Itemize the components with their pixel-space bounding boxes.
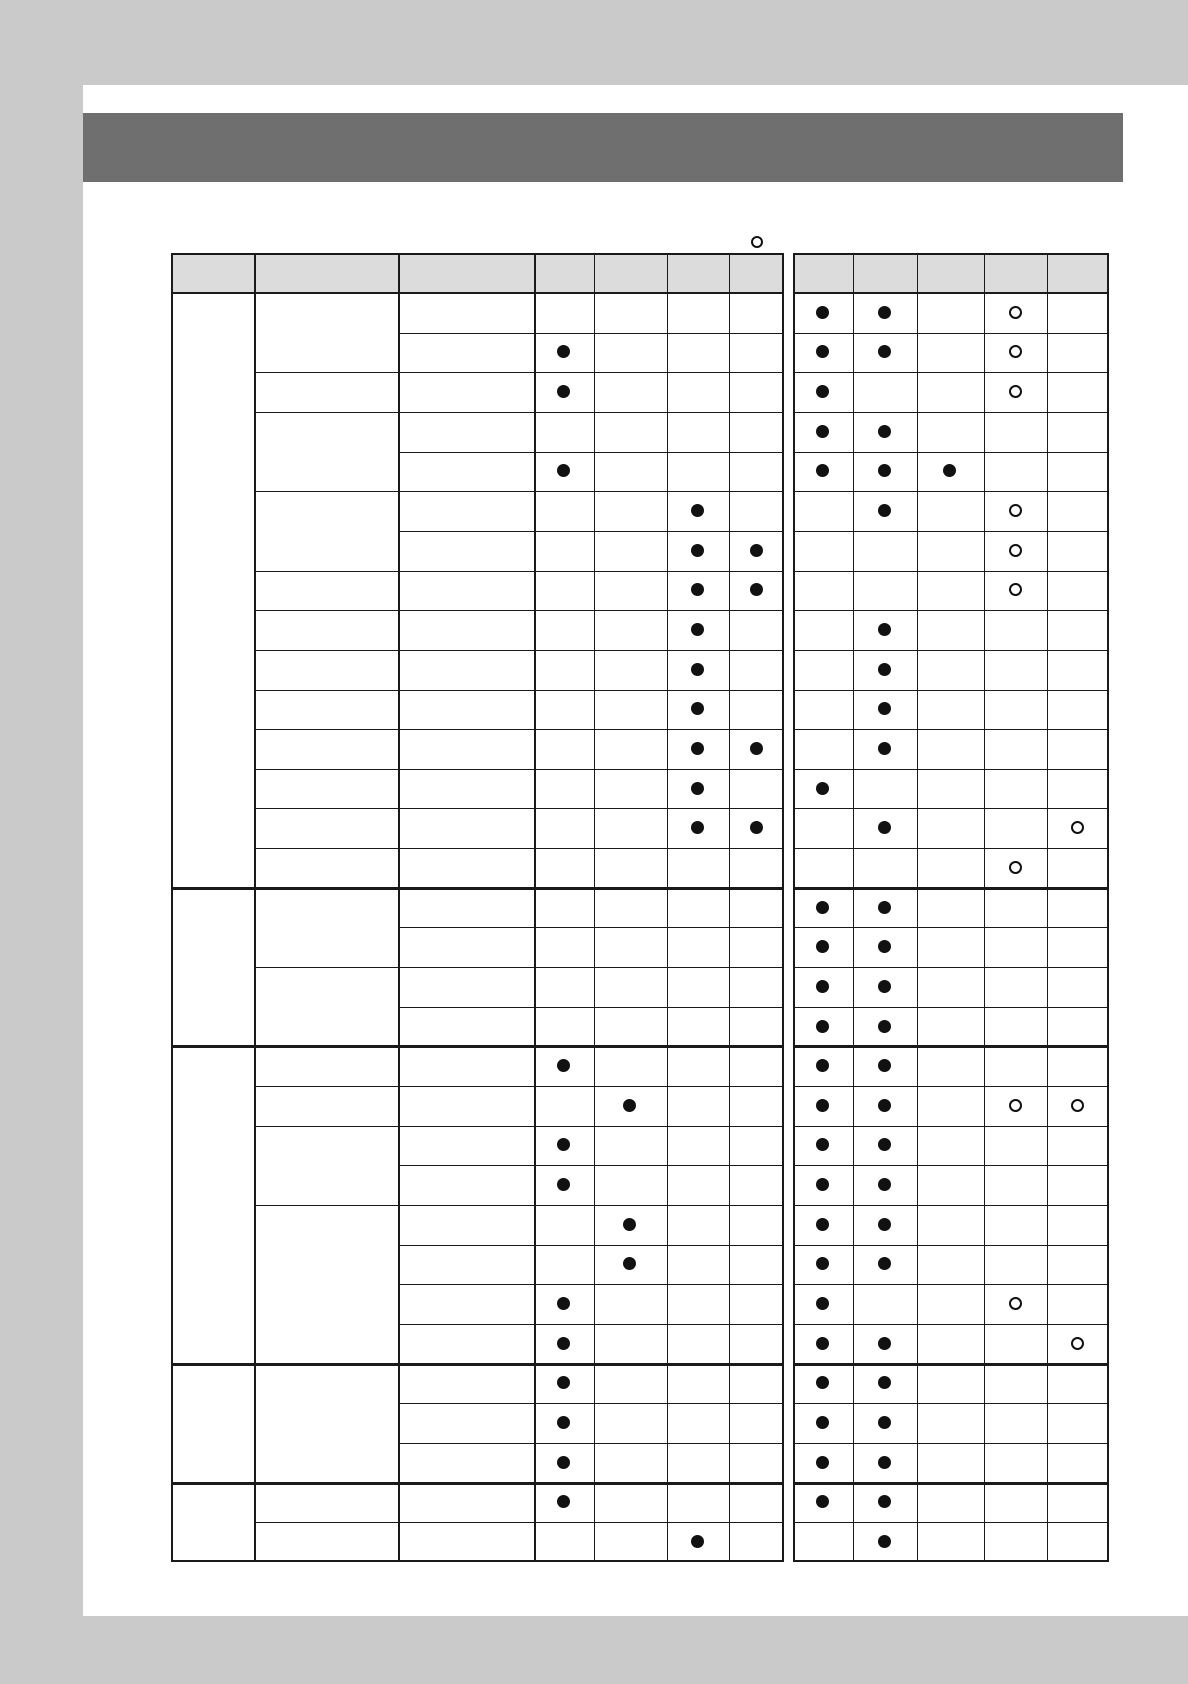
filled-circle-marker [557,1138,570,1151]
filled-circle-marker [878,1416,891,1429]
row-line [793,650,1109,651]
filled-circle-marker [691,504,704,517]
filled-circle-marker [816,306,829,319]
filled-circle-marker [878,901,891,914]
filled-circle-marker [878,980,891,993]
row-line [399,412,784,413]
filled-circle-marker [816,345,829,358]
row-line [399,1245,784,1246]
filled-circle-marker [878,742,891,755]
row-line [793,967,1109,968]
row-line [793,927,1109,928]
open-circle-marker [1009,583,1022,596]
filled-circle-marker [878,821,891,834]
filled-circle-marker [750,742,763,755]
filled-circle-marker [623,1257,636,1270]
row-line [793,848,1109,849]
filled-circle-marker [623,1099,636,1112]
filled-circle-marker [816,1297,829,1310]
row-line [399,690,784,691]
row-line [255,690,399,691]
row-line [255,808,399,809]
row-line [793,769,1109,770]
row-line [793,491,1109,492]
group-separator-line [793,1363,1109,1366]
row-line [255,412,399,413]
open-circle-marker [1071,1337,1084,1350]
row-line [399,1205,784,1206]
open-circle-marker [1009,1297,1022,1310]
row-line [399,571,784,572]
filled-circle-marker [816,901,829,914]
row-line [793,1284,1109,1285]
filled-circle-marker [878,1020,891,1033]
filled-circle-marker [816,1456,829,1469]
row-line [255,1086,399,1087]
row-line [399,650,784,651]
filled-circle-marker [878,1059,891,1072]
filled-circle-marker [557,1059,570,1072]
row-line [399,729,784,730]
row-line [793,571,1109,572]
row-line [255,571,399,572]
row-line [793,1126,1109,1127]
row-line [793,690,1109,691]
open-circle-marker [1009,544,1022,557]
row-line [399,333,784,334]
filled-circle-marker [816,1416,829,1429]
row-line [255,610,399,611]
group-separator-line [793,887,1109,890]
row-line [399,967,784,968]
open-circle-marker [1071,1099,1084,1112]
group-separator-line [171,1363,784,1366]
filled-circle-marker [750,821,763,834]
filled-circle-marker [816,1337,829,1350]
row-line [399,1007,784,1008]
filled-circle-marker [816,940,829,953]
row-line [399,452,784,453]
row-line [255,650,399,651]
row-line [793,531,1109,532]
filled-circle-marker [816,1495,829,1508]
filled-circle-marker [878,306,891,319]
row-line [255,729,399,730]
open-circle-marker [1009,861,1022,874]
open-circle-marker [1009,504,1022,517]
row-line [399,372,784,373]
filled-circle-marker [878,1376,891,1389]
chapter-heading-bar [83,113,1123,182]
filled-circle-marker [816,1020,829,1033]
filled-circle-marker [691,583,704,596]
filled-circle-marker [691,782,704,795]
filled-circle-marker [691,663,704,676]
filled-circle-marker [878,623,891,636]
row-line [399,1126,784,1127]
filled-circle-marker [816,1257,829,1270]
filled-circle-marker [878,1495,891,1508]
page-frame-top [0,0,1188,85]
row-line [399,531,784,532]
filled-circle-marker [557,345,570,358]
filled-circle-marker [878,702,891,715]
group-separator-line [793,1045,1109,1048]
row-line [793,1205,1109,1206]
row-line [255,372,399,373]
filled-circle-marker [557,1416,570,1429]
filled-circle-marker [750,583,763,596]
filled-circle-marker [816,782,829,795]
filled-circle-marker [878,1138,891,1151]
filled-circle-marker [878,1099,891,1112]
group-separator-line [793,1482,1109,1485]
filled-circle-marker [878,1257,891,1270]
filled-circle-marker [691,821,704,834]
filled-circle-marker [691,702,704,715]
row-line [399,1324,784,1325]
row-line [399,1443,784,1444]
filled-circle-marker [691,742,704,755]
open-circle-legend-icon [751,236,763,248]
filled-circle-marker [816,425,829,438]
filled-circle-marker [557,1456,570,1469]
filled-circle-marker [816,385,829,398]
row-line [255,1126,399,1127]
open-circle-marker [1009,345,1022,358]
row-line [793,1086,1109,1087]
filled-circle-marker [557,1178,570,1191]
row-line [793,372,1109,373]
row-line [255,769,399,770]
filled-circle-marker [816,1138,829,1151]
filled-circle-marker [878,1178,891,1191]
group-separator-line [171,887,784,890]
row-line [399,808,784,809]
filled-circle-marker [691,1535,704,1548]
row-line [399,1522,784,1523]
filled-circle-marker [816,1218,829,1231]
row-line [793,452,1109,453]
page-frame-left [0,0,83,1684]
row-line [793,1403,1109,1404]
filled-circle-marker [557,385,570,398]
filled-circle-marker [878,663,891,676]
open-circle-marker [1009,306,1022,319]
filled-circle-marker [878,504,891,517]
row-line [399,1284,784,1285]
filled-circle-marker [816,1099,829,1112]
row-line [793,1007,1109,1008]
filled-circle-marker [878,345,891,358]
open-circle-marker [1009,1099,1022,1112]
group-separator-line [171,1045,784,1048]
filled-circle-marker [878,1535,891,1548]
row-line [255,967,399,968]
row-line [399,848,784,849]
open-circle-marker [1009,385,1022,398]
row-line [255,1205,399,1206]
filled-circle-marker [623,1218,636,1231]
row-line [793,1522,1109,1523]
row-line [793,333,1109,334]
filled-circle-marker [878,1337,891,1350]
filled-circle-marker [816,464,829,477]
filled-circle-marker [878,425,891,438]
filled-circle-marker [878,1456,891,1469]
page-frame-bottom [0,1616,1188,1684]
filled-circle-marker [816,1178,829,1191]
filled-circle-marker [878,1218,891,1231]
filled-circle-marker [691,623,704,636]
row-line [793,1165,1109,1166]
row-line [399,1165,784,1166]
filled-circle-marker [878,940,891,953]
filled-circle-marker [557,1337,570,1350]
row-line [793,610,1109,611]
row-line [399,769,784,770]
group-separator-line [171,1482,784,1485]
row-line [793,808,1109,809]
header-separator-line [793,292,1109,294]
filled-circle-marker [943,464,956,477]
row-line [255,848,399,849]
filled-circle-marker [750,544,763,557]
row-line [399,610,784,611]
filled-circle-marker [878,464,891,477]
row-line [399,491,784,492]
filled-circle-marker [557,1495,570,1508]
row-line [255,1522,399,1523]
row-line [793,412,1109,413]
row-line [399,1086,784,1087]
row-line [399,927,784,928]
header-separator-line [171,292,784,294]
row-line [793,1443,1109,1444]
filled-circle-marker [691,544,704,557]
row-line [793,1245,1109,1246]
filled-circle-marker [557,1297,570,1310]
row-line [793,1324,1109,1325]
filled-circle-marker [557,1376,570,1389]
filled-circle-marker [816,980,829,993]
filled-circle-marker [557,464,570,477]
open-circle-marker [1071,821,1084,834]
row-line [399,1403,784,1404]
filled-circle-marker [816,1376,829,1389]
row-line [255,491,399,492]
row-line [793,729,1109,730]
filled-circle-marker [816,1059,829,1072]
